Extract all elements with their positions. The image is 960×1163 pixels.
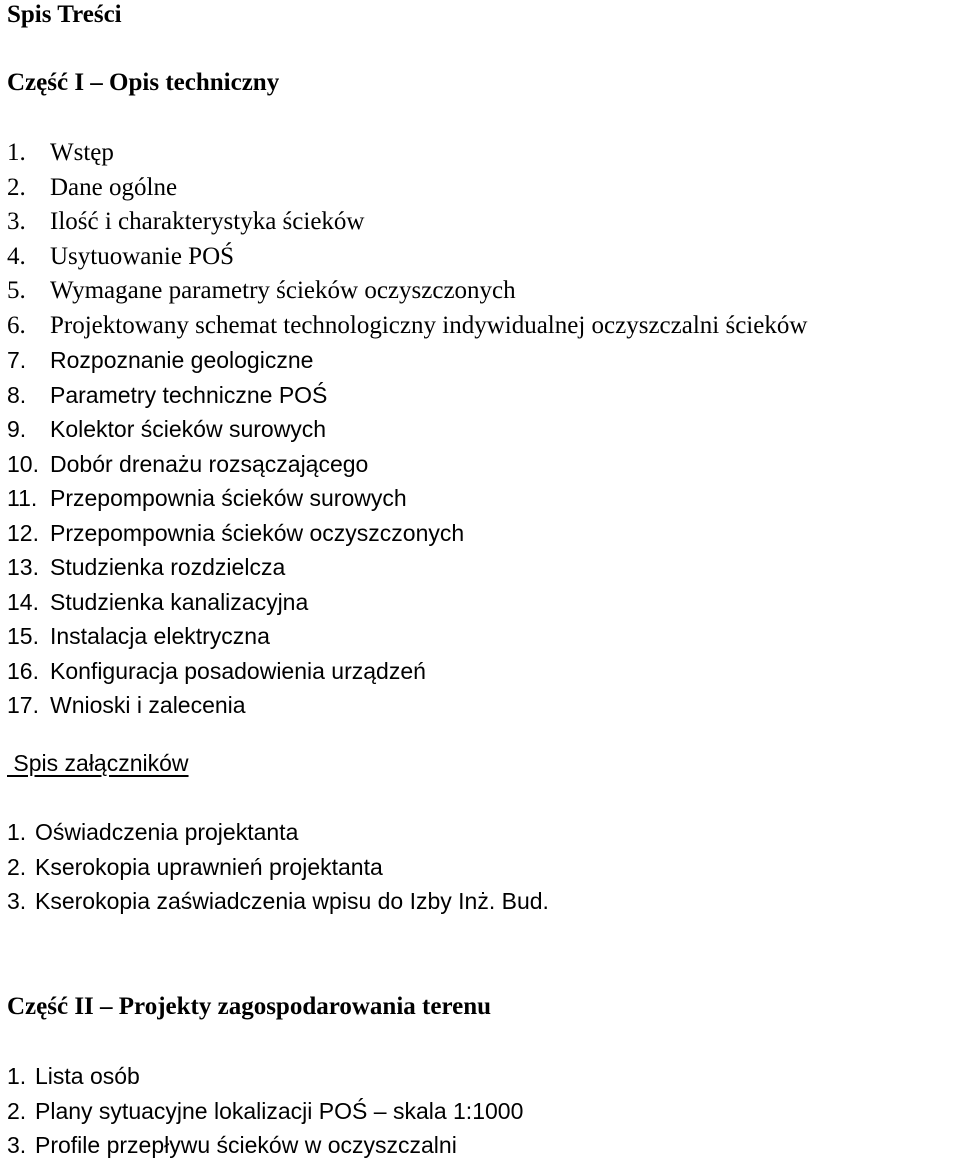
item-text: Plany sytuacyjne lokalizacji POŚ – skala 1:1000: [35, 1097, 524, 1124]
item-number: 15.: [7, 623, 39, 649]
item-number: 9.: [7, 416, 27, 442]
item-number: 4.: [7, 242, 26, 270]
item-text: Dane ogólne: [50, 173, 178, 201]
item-number: 5.: [7, 277, 26, 304]
item-number: 10.: [7, 450, 39, 477]
item-text: Konfiguracja posadowienia urządzeń: [50, 657, 426, 684]
item-number: 2.: [7, 853, 27, 880]
item-text: Projektowany schemat technologiczny indywidualnej oczyszczalni ścieków: [50, 311, 808, 339]
item-text: Ilość i charakterystyka ścieków: [50, 208, 365, 235]
item-text: Przepompownia ścieków oczyszczonych: [50, 519, 465, 546]
item-number: 1.: [7, 139, 26, 166]
item-number: 2.: [7, 173, 26, 201]
item-number: 13.: [7, 554, 39, 580]
item-text: Parametry techniczne POŚ: [50, 381, 328, 408]
item-number: 11.: [7, 485, 38, 511]
annexes-title: Spis załączników: [7, 750, 189, 776]
item-text: Wymagane parametry ścieków oczyszczonych: [50, 277, 516, 304]
item-number: 6.: [7, 311, 26, 339]
item-text: Profile przepływu ścieków w oczyszczalni: [35, 1132, 457, 1158]
item-number: 3.: [7, 208, 26, 235]
item-number: 1.: [7, 819, 27, 845]
part1-title: Część I – Opis techniczny: [7, 69, 280, 96]
item-text: Rozpoznanie geologiczne: [50, 347, 314, 373]
item-text: Przepompownia ścieków surowych: [50, 485, 407, 511]
toc-title: Spis Treści: [7, 1, 122, 28]
item-number: 3.: [7, 888, 27, 914]
item-text: Dobór drenażu rozsączającego: [50, 450, 369, 477]
item-text: Lista osób: [35, 1063, 140, 1089]
item-number: 1.: [7, 1063, 27, 1089]
item-text: Kolektor ścieków surowych: [50, 416, 327, 442]
item-text: Usytuowanie POŚ: [50, 242, 235, 270]
item-text: Wnioski i zalecenia: [50, 692, 246, 718]
item-number: 7.: [7, 347, 27, 373]
item-text: Oświadczenia projektanta: [35, 819, 299, 845]
item-text: Kserokopia uprawnień projektanta: [35, 853, 383, 880]
item-number: 3.: [7, 1132, 27, 1158]
item-number: 12.: [7, 519, 39, 546]
item-number: 14.: [7, 588, 39, 615]
item-number: 8.: [7, 381, 27, 408]
item-text: Kserokopia zaświadczenia wpisu do Izby Inż. Bud.: [35, 888, 549, 914]
item-number: 2.: [7, 1097, 27, 1124]
item-text: Instalacja elektryczna: [50, 623, 270, 649]
part2-title: Część II – Projekty zagospodarowania terenu: [7, 993, 491, 1020]
item-text: Studzienka rozdzielcza: [50, 554, 286, 580]
item-text: Studzienka kanalizacyjna: [50, 588, 309, 615]
item-number: 17.: [7, 692, 39, 718]
item-number: 16.: [7, 657, 39, 684]
item-text: Wstęp: [50, 139, 114, 166]
